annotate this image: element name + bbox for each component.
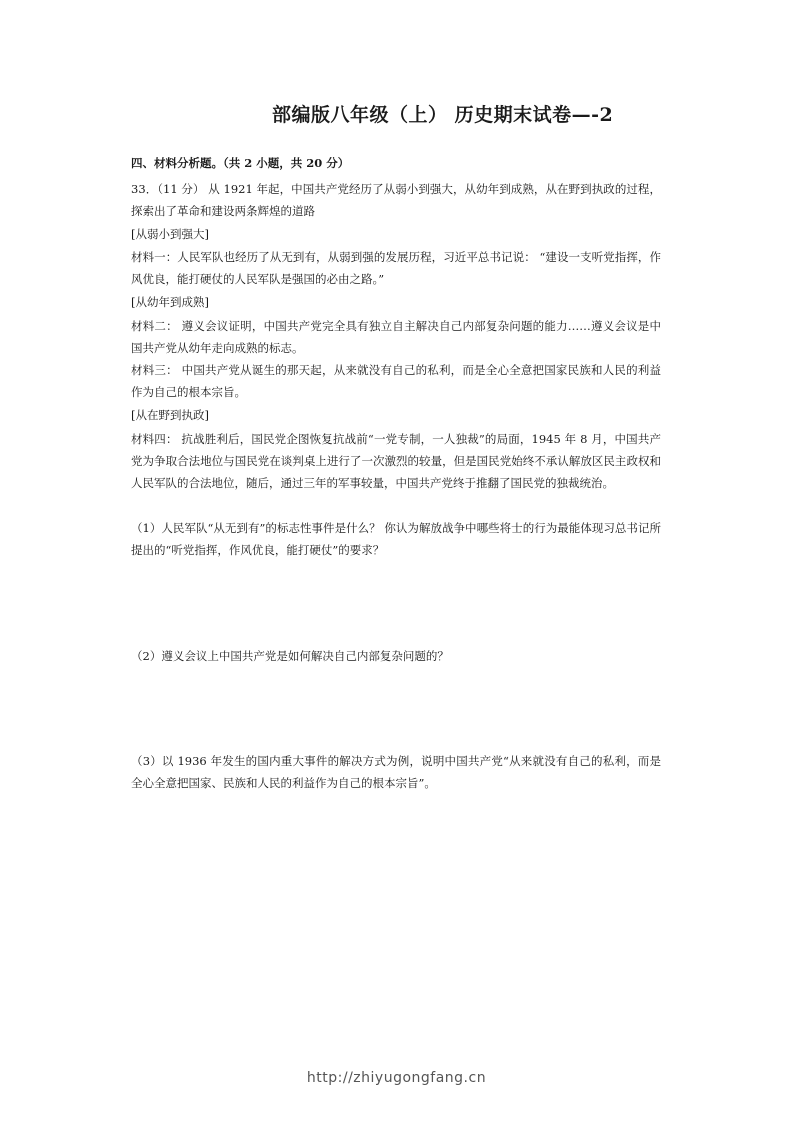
question-part-2-text: （2）遵义会议上中国共产党是如何解决自己内部复杂问题的？ [131,649,449,663]
footer-url: http://zhiyugongfang.cn [306,1070,487,1086]
question-part-1 [131,517,661,561]
material-three [131,359,661,403]
section-heading: 四、材料分析题。（共 2 小题，共 20 分） [131,156,350,170]
subheading-opposition-to-ruling: [从在野到执政] [131,408,209,422]
question-part-2 [131,645,661,667]
material-two-text: 材料二： 遵义会议证明，中国共产党完全具有独立自主解决自己内部复杂问题的能力……遵义会议是中国共产党从幼年走向成熟的标志。 [131,319,661,355]
material-two [131,315,661,359]
material-one [131,246,661,290]
question-intro [131,178,661,222]
page-title: 部编版八年级（上） 历史期末试卷—-2 [272,104,614,126]
material-three-text: 材料三： 中国共产党从诞生的那天起，从来就没有自己的私利，而是全心全意把国家民族和人民的利益作为自己的根本宗旨。 [131,363,661,399]
subheading-young-to-mature: [从幼年到成熟] [131,295,209,309]
question-part-1-text: （1）人民军队“从无到有”的标志性事件是什么？ 你认为解放战争中哪些将士的行为最能体现习总书记所提出的“听党指挥，作风优良，能打硬仗”的要求？ [131,521,661,557]
material-four [131,428,661,494]
subheading-weak-to-strong: [从弱小到强大] [131,227,209,241]
question-part-3-text: （3）以 1936 年发生的国内重大事件的解决方式为例，说明中国共产党“从来就没有自己的私利，而是全心全意把国家、民族和人民的利益作为自己的根本宗旨”。 [131,754,661,790]
question-part-3 [131,750,661,794]
material-one-text: 材料一：人民军队也经历了从无到有，从弱到强的发展历程，习近平总书记说： “建设一支听党指挥，作风优良，能打硬仗的人民军队是强国的必由之路。” [131,250,661,286]
material-four-text: 材料四： 抗战胜利后，国民党企图恢复抗战前“一党专制，一人独裁”的局面，1945 年 8 月，中国共产党为争取合法地位与国民党在谈判桌上进行了一次激烈的较量，但是国民党始终不承认解放区民主政权和人民军队的合法地位，随后，通过三年的军事较量，中国共产党终于推翻了国民党的独裁统治。 [131,432,661,490]
question-intro-text: 33．（11 分） 从 1921 年起，中国共产党经历了从弱小到强大，从幼年到成熟，从在野到执政的过程，探索出了革命和建设两条辉煌的道路 [131,182,661,218]
